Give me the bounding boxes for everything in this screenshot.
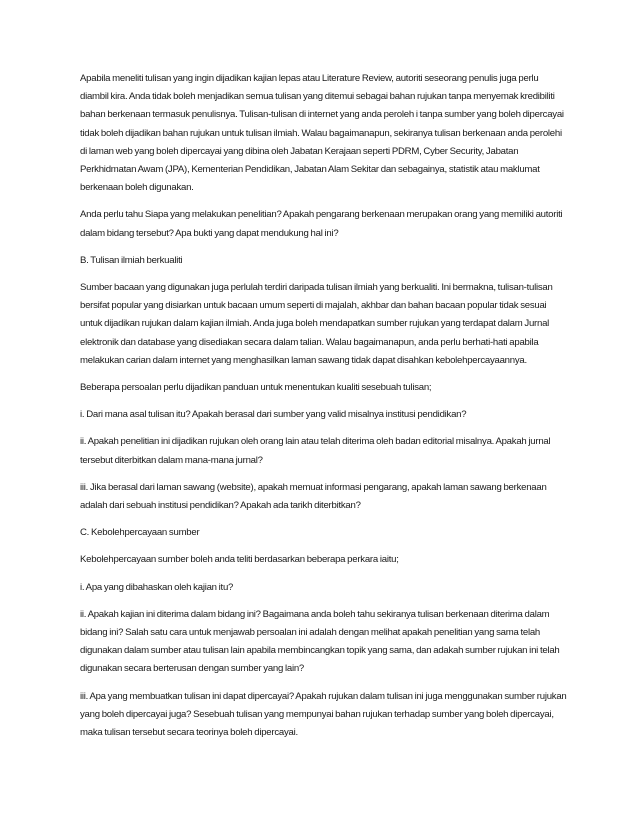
list-item-quality-ii: ii. Apakah penelitian ini dijadikan rujukan oleh orang lain atau telah diterima oleh badan editorial misalnya. Apakah jurnal tersebut diterbitkan dalam mana-mana jurnal? [80, 436, 551, 466]
list-item-reliability-i: i. Apa yang dibahaskan oleh kajian itu? [80, 581, 234, 593]
paragraph-quality-intro: Sumber bacaan yang digunakan juga perlulah terdiri daripada tulisan ilmiah yang berkualiti. Ini bermakna, tulisan-tulisan bersifat popular yang disiarkan untuk bacaan umum seperti di majalah, akhbar dan bahan bacaan popular tidak sesuai untuk dijadikan rujukan dalam kajian ilmiah. Anda juga boleh mendapatkan sumber rujukan yang terdapat dalam Jurnal elektronik dan database yang disediakan secara dalam talian. Walau bagaimanapun, anda perlu berhati-hati apabila melakukan carian dalam internet yang menghasilkan laman sawang tidak dapat disahkan kebolehpercayaannya. [80, 282, 553, 366]
section-heading-c: C. Kebolehpercayaan sumber [80, 527, 200, 539]
paragraph-reliability-lead: Kebolehpercayaan sumber boleh anda teliti berdasarkan beberapa perkara iaitu; [80, 554, 399, 566]
paragraph-authority-intro: Apabila meneliti tulisan yang ingin dijadikan kajian lepas atau Literature Review, autoriti seseorang penulis juga perlu diambil kira. Anda tidak boleh menjadikan semua tulisan yang ditemui sebagai bahan rujukan tanpa menyemak kredibiliti bahan berkenaan termasuk penulisnya. Tulisan-tulisan di internet yang anda peroleh i tanpa sumber yang boleh dipercayai tidak boleh dijadikan bahan rujukan untuk tulisan ilmiah. Walau bagaimanapun, sekiranya tulisan berkenaan anda perolehi di laman web yang boleh dipercayai yang dibina oleh Jabatan Kerajaan seperti PDRM, Cyber Security, Jabatan Perkhidmatan Awam (JPA), Kementerian Pendidikan, Jabatan Alam Sekitar dan sebagainya, statistik atau maklumat berkenaan boleh digunakan. [80, 73, 564, 194]
document-page [80, 70, 568, 751]
list-item-quality-iii: iii. Jika berasal dari laman sawang (website), apakah memuat informasi pengarang, apakah laman sawang berkenaan adalah dari sebuah institusi pendidikan? Apakah ada tarikh diterbitkan? [80, 481, 547, 512]
list-item-reliability-iii: iii. Apa yang membuatkan tulisan ini dapat dipercayai? Apakah rujukan dalam tulisan ini juga menggunakan sumber rujukan yang boleh dipercayai juga? Sesebuah tulisan yang mempunyai bahan rujukan terhadap sumber yang boleh dipercayai, maka tulisan tersebut secara teorinya boleh dipercayai. [80, 690, 567, 739]
list-item-reliability-ii: ii. Apakah kajian ini diterima dalam bidang ini? Bagaimana anda boleh tahu sekiranya tulisan berkenaan diterima dalam bidang ini? Salah satu cara untuk menjawab persoalan ini adalah dengan melihat apakah penelitian yang sama telah digunakan dalam sumber atau tulisan lain apabila membincangkan topik yang sama, dan adakah sumber rujukan ini telah digunakan secara berterusan dengan sumber yang lain? [80, 608, 560, 675]
list-item-quality-i: i. Dari mana asal tulisan itu? Apakah berasal dari sumber yang valid misalnya institusi pendidikan? [80, 409, 467, 421]
section-heading-b: B. Tulisan ilmiah berkualiti [80, 254, 183, 266]
paragraph-authority-questions: Anda perlu tahu Siapa yang melakukan penelitian? Apakah pengarang berkenaan merupakan orang yang memiliki autoriti dalam bidang tersebut? Apa bukti yang dapat mendukung hal ini? [80, 209, 563, 239]
paragraph-quality-questions-lead: Beberapa persoalan perlu dijadikan panduan untuk menentukan kualiti sesebuah tulisan; [80, 382, 432, 394]
